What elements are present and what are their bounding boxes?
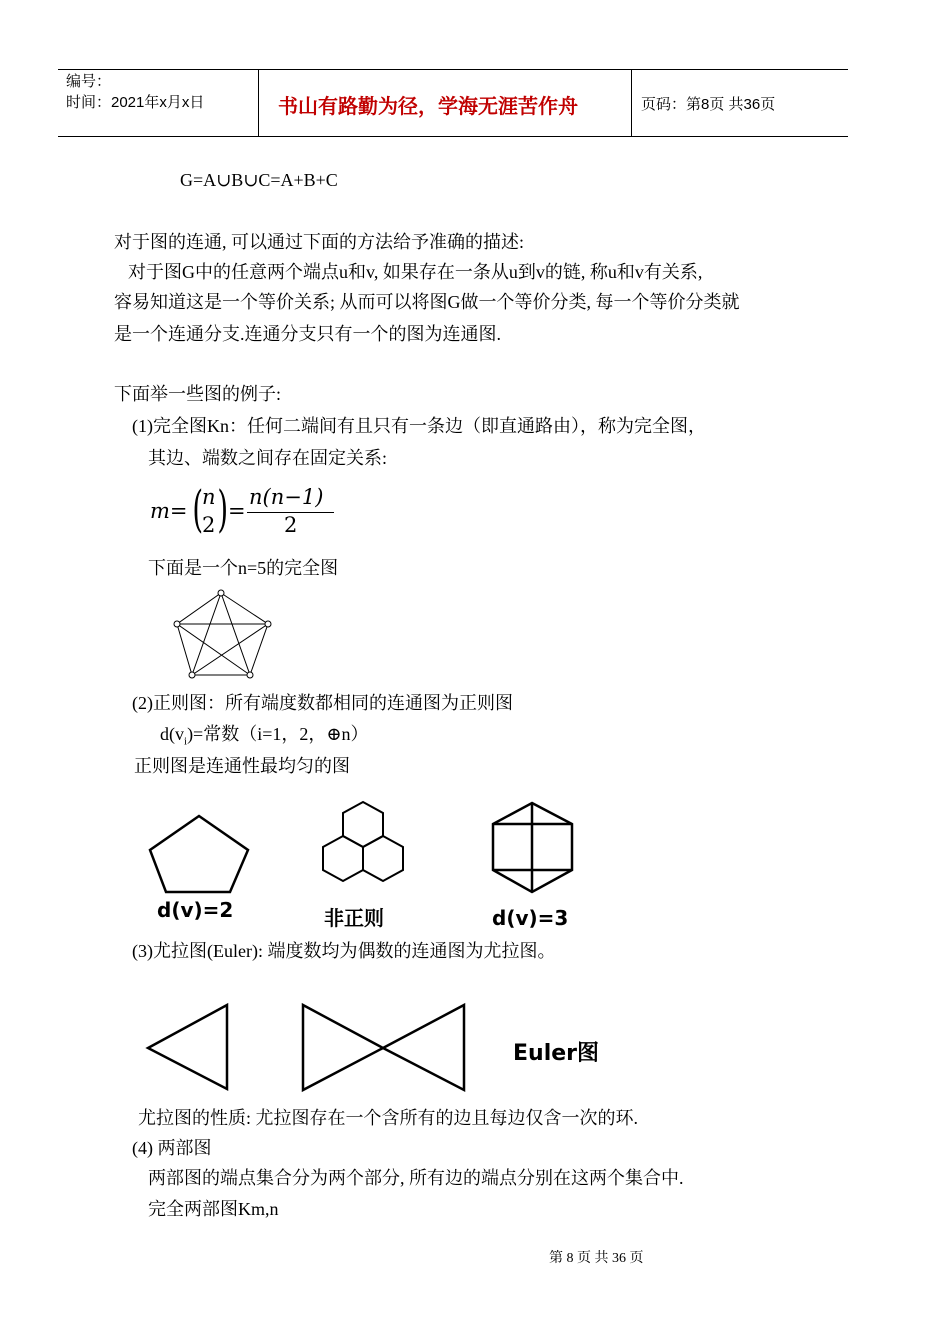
figure-label-cubic: d(v)=3 [492,906,569,930]
item4-description: 两部图的端点集合分为两个部分, 所有边的端点分别在这两个集合中. [148,1168,684,1188]
euler-triangle-graph [143,1000,235,1095]
item2-formula [160,723,368,753]
k5-caption: 下面是一个n=5的完全图 [148,558,339,578]
euler-property: 尤拉图的性质: 尤拉图存在一个含所有的边且每边仅含一次的环. [138,1108,638,1128]
binom-left-paren: ( [192,480,204,538]
euler-bowtie-graph [299,1000,469,1095]
paragraph-equivalence-line3: 是一个连通分支.连通分支只有一个的图为连通图. [114,324,501,344]
fraction-denominator: 2 [284,513,298,537]
formula-equals: = [228,499,246,523]
binom-bottom: 2 [202,513,216,537]
header-number-label: 编号： [66,73,112,90]
paragraph-equivalence-line1: 对于图G中的任意两个端点u和v, 如果存在一条从u到v的链, 称u和v有关系, [128,262,703,282]
header-bottom-rule [58,136,848,137]
k5-vertex [265,621,271,627]
k5-vertex [218,590,224,596]
item1-relation: 其边、端数之间存在固定关系: [148,448,387,468]
binom-right-paren: ) [217,480,229,538]
item1-title: (1)完全图Kn：任何二端间有且只有一条边（即直通路由），称为完全图， [132,416,706,436]
header-page-label: 页码：第8页 共36页 [641,96,776,113]
formula-lhs: m= [150,499,188,523]
examples-intro: 下面举一些图的例子: [114,384,282,404]
item2-formula-suffix: )=常数（i=1，2，⊕n） [187,724,369,744]
binom-top: n [202,485,216,509]
k5-vertex [189,672,195,678]
page-footer: 第 8 页 共 36 页 [549,1251,644,1266]
euler-label: Euler图 [513,1041,600,1066]
paragraph-connectivity: 对于图的连通, 可以通过下面的方法给予准确的描述: [114,232,524,252]
header-motto: 书山有路勤为径，学海无涯苦作舟 [278,94,578,118]
k5-vertex [174,621,180,627]
item4-complete-bipartite: 完全两部图Km,n [148,1199,279,1219]
formula-edge-count [150,480,350,543]
k5-vertex [247,672,253,678]
hexagon-cluster-graph [318,800,412,896]
paragraph-equivalence-line2: 容易知道这是一个等价关系; 从而可以将图G做一个等价分类, 每一个等价分类就 [114,292,740,312]
item2-title: (2)正则图：所有端度数都相同的连通图为正则图 [132,693,513,713]
header-time-label: 时间：2021年x月x日 [66,94,205,111]
item2-note: 正则图是连通性最均匀的图 [134,756,350,776]
fraction-numerator: n(n−1) [249,485,324,509]
figure-label-pentagon: d(v)=2 [157,898,234,922]
hexagon-crossed-graph [488,800,578,896]
pentagon-graph [145,812,255,897]
item2-formula-sub: i [184,735,188,748]
header-divider-right [631,69,632,136]
item4-title: (4) 两部图 [132,1138,212,1158]
formula-union: G=A∪B∪C=A+B+C [180,170,338,190]
item2-formula-prefix: d(v [160,724,184,744]
figure-label-irregular: 非正则 [324,906,384,930]
header-top-rule [58,69,848,70]
item3-title: (3)尤拉图(Euler): 端度数均为偶数的连通图为尤拉图。 [132,941,556,961]
header-divider-left [258,69,259,136]
k5-complete-graph [168,585,278,681]
